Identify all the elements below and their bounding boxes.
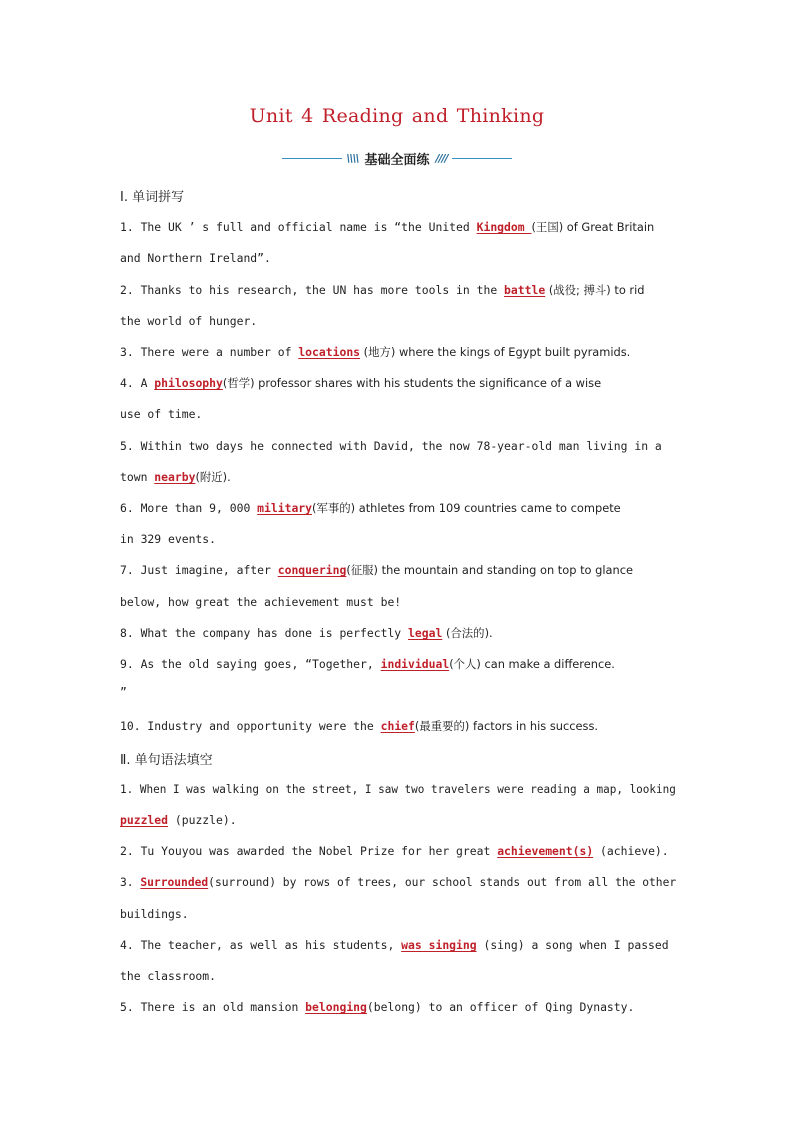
page-title: Unit 4 Reading and Thinking [249, 105, 545, 127]
s2-item-1-line-2: puzzled (puzzle). [120, 813, 237, 827]
answer-text: achievement(s) [497, 844, 594, 858]
s1-item-3-line-1: 3. There were a number of locations (地方) where the kings of Egypt built pyramids. [120, 345, 631, 359]
banner-hatch-right: //// [435, 151, 448, 165]
answer-text: battle [504, 283, 546, 297]
s2-item-2-line-1: 2. Tu Youyou was awarded the Nobel Prize for her great achievement(s) (achieve). [120, 844, 669, 858]
s2-item-1-line-1: 1. When I was walking on the street, I saw two travelers were reading a map, looking [120, 782, 676, 796]
answer-text: legal [408, 626, 443, 640]
answer-text: military [257, 501, 313, 515]
answer-text: puzzled [120, 813, 169, 827]
section-heading-2: Ⅱ. 单句语法填空 [120, 753, 213, 768]
s1-item-7-line-2: below, how great the achievement must be! [120, 595, 402, 609]
s1-item-7-line-1: 7. Just imagine, after conquering(征服) the mountain and standing on top to glance [120, 563, 634, 577]
s1-item-9-line-1: 9. As the old saying goes, “Together, individual(个人) can make a difference. [120, 657, 615, 671]
section-banner [0, 148, 794, 168]
banner-line-right [452, 158, 512, 159]
s2-item-5-line-1: 5. There is an old mansion belonging(belong) to an officer of Qing Dynasty. [120, 1000, 635, 1014]
s2-item-4-line-1: 4. The teacher, as well as his students, was singing (sing) a song when I passed [120, 938, 669, 952]
section-heading-1: Ⅰ. 单词拼写 [120, 190, 185, 205]
answer-text: nearby [154, 470, 196, 484]
s1-item-6-line-2: in 329 events. [120, 532, 217, 546]
s1-item-2-line-1: 2. Thanks to his research, the UN has more tools in the battle (战役; 搏斗) to rid [120, 283, 645, 297]
banner-line-left [282, 158, 342, 159]
answer-text: conquering [277, 563, 347, 577]
answer-text: Kingdom [476, 220, 532, 234]
answer-text: was singing [401, 938, 477, 952]
s1-item-5-line-1: 5. Within two days he connected with David, the now 78-year-old man living in a [120, 439, 662, 453]
s2-item-3-line-2: buildings. [120, 907, 189, 921]
answer-text: Surrounded [140, 875, 209, 889]
s1-item-1-line-1: 1. The UK ’ s full and official name is “the United Kingdom (王国) of Great Britain [120, 220, 655, 234]
answer-text: locations [298, 345, 361, 359]
s1-item-6-line-1: 6. More than 9, 000 military(军事的) athletes from 109 countries came to compete [120, 501, 621, 515]
s1-item-4-line-1: 4. A philosophy(哲学) professor shares with his students the significance of a wise [120, 376, 602, 390]
s1-item-9-line-2: ” [120, 685, 127, 699]
banner-label: 基础全面练 [364, 152, 430, 168]
s1-item-4-line-2: use of time. [120, 407, 203, 421]
banner-hatch-left: \\\\ [346, 151, 359, 165]
s1-item-5-line-2: town nearby(附近). [120, 470, 231, 484]
s2-item-4-line-2: the classroom. [120, 969, 217, 983]
s1-item-1-line-2: and Northern Ireland”. [120, 251, 271, 265]
answer-text: belonging [305, 1000, 367, 1014]
s1-item-8-line-1: 8. What the company has done is perfectly legal (合法的). [120, 626, 493, 640]
s2-item-3-line-1: 3. Surrounded(surround) by rows of trees, our school stands out from all the other [120, 875, 677, 889]
answer-text: individual [380, 657, 450, 671]
answer-text: chief [380, 719, 415, 733]
s1-item-2-line-2: the world of hunger. [120, 314, 258, 328]
s1-item-10-line-1: 10. Industry and opportunity were the chief(最重要的) factors in his success. [120, 719, 599, 733]
answer-text: philosophy [154, 376, 223, 390]
